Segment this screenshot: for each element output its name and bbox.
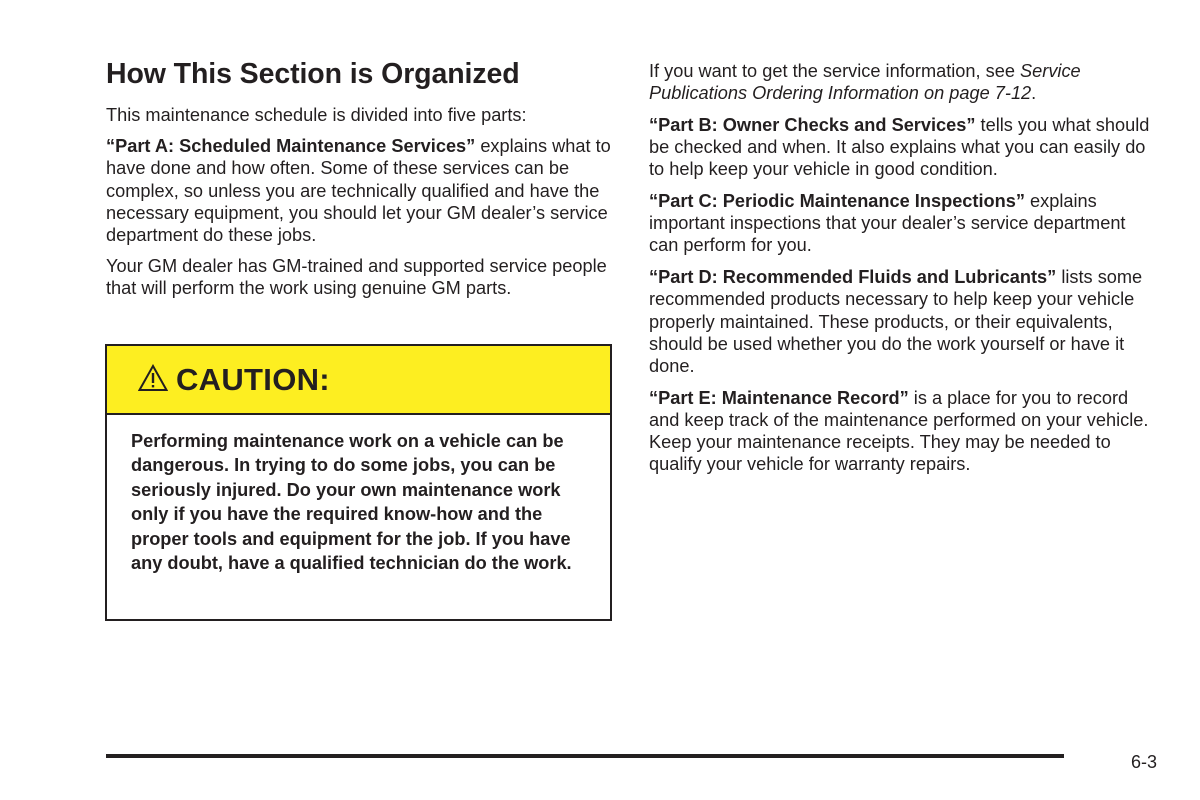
service-info-reference: Service Publications Ordering Information on page 7-12 (649, 61, 1081, 104)
part-d-paragraph (649, 266, 1159, 377)
part-a-text: explains what to have done and how often. Some of these services can be complex, so unless you are technically qualified and have the necessary equipment, you should let your GM dealer’s service department do these jobs. (106, 136, 611, 246)
part-c-text: explains important inspections that your dealer’s service department can perform for you. (649, 191, 1126, 256)
section-heading: How This Section is Organized (106, 58, 520, 90)
part-e-paragraph (649, 387, 1159, 476)
service-info-paragraph (649, 60, 1159, 104)
part-a-lead: “Part A: Scheduled Maintenance Services” (106, 136, 476, 157)
part-e-lead: “Part E: Maintenance Record” (649, 387, 909, 408)
part-d-text: lists some recommended products necessary to help keep your vehicle properly maintained. These products, or their equivalents, should be used whether you do the work yourself or have it done. (649, 267, 1143, 376)
service-info-end: . (1031, 83, 1037, 104)
intro-paragraph: This maintenance schedule is divided into five parts: (106, 105, 527, 125)
part-c-lead: “Part C: Periodic Maintenance Inspections” (649, 191, 1025, 212)
dealer-paragraph: Your GM dealer has GM-trained and supported service people that will perform the work using genuine GM parts. (106, 256, 607, 299)
part-d-lead: “Part D: Recommended Fluids and Lubricants” (649, 267, 1057, 288)
right-column (649, 60, 1159, 485)
part-b-paragraph (649, 114, 1159, 181)
part-c-paragraph (649, 190, 1159, 257)
caution-header (107, 346, 610, 415)
part-b-text: tells you what should be checked and when. It also explains what you can easily do to help keep your vehicle in good condition. (649, 114, 1150, 180)
caution-title: CAUTION: (176, 361, 330, 397)
caution-body: Performing maintenance work on a vehicle can be dangerous. In trying to do some jobs, you can be seriously injured. Do your own maintenance work only if you have the required know-how and the proper tools and equipment for the job. If you have any doubt, have a qualified technician do the work. (131, 431, 572, 574)
part-a-paragraph (106, 135, 614, 246)
caution-box (105, 344, 612, 621)
part-b-lead: “Part B: Owner Checks and Services” (649, 114, 976, 135)
warning-triangle-icon (138, 364, 168, 392)
footer-divider (106, 754, 1064, 758)
left-column (106, 56, 614, 309)
page-number: 6-3 (1130, 752, 1157, 772)
part-e-text: is a place for you to record and keep track of the maintenance performed on your vehicle. Keep your maintenance receipts. They may be needed to qualify your vehicle for warranty repairs. (649, 387, 1149, 475)
service-info-text: If you want to get the service information, see (649, 61, 1021, 81)
